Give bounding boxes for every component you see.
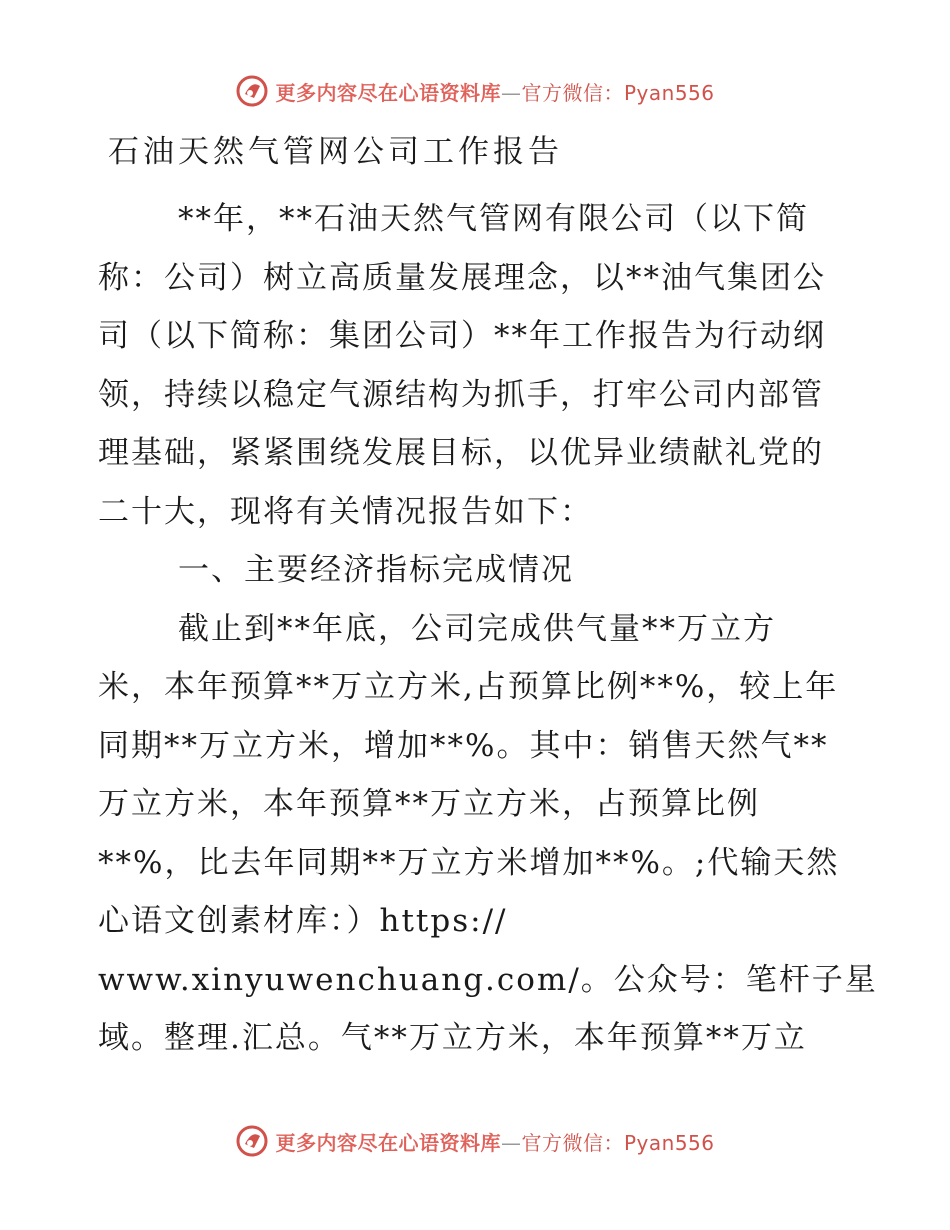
document-body bbox=[98, 190, 878, 1068]
logo-icon bbox=[235, 1124, 269, 1158]
document-title: 石油天然气管网公司工作报告 bbox=[108, 134, 563, 170]
watermark-text: 更多内容尽在心语资料库—官方微信：Pyan556 bbox=[275, 1130, 715, 1155]
text-line: 万立方米，本年预算**万立方米，占预算比例 bbox=[98, 786, 760, 822]
logo-icon bbox=[235, 74, 269, 108]
text-line: 米，本年预算**万立方米,占预算比例**%，较上年 bbox=[98, 669, 839, 705]
intro-paragraph bbox=[98, 190, 852, 541]
text-line: **%，比去年同期**万立方米增加**%。;代输天然 bbox=[98, 844, 840, 881]
text-line: 领，持续以稳定气源结构为抓手，打牢公司内部管 bbox=[98, 376, 824, 413]
section-heading: 一、主要经济指标完成情况 bbox=[178, 552, 574, 588]
watermark-text: 更多内容尽在心语资料库—官方微信：Pyan556 bbox=[275, 80, 715, 105]
text-line: 二十大，现将有关情况报告如下： bbox=[98, 493, 593, 530]
text-line: 司（以下简称：集团公司）**年工作报告为行动纲 bbox=[98, 318, 826, 354]
section-paragraph bbox=[98, 600, 878, 1068]
text-line: 心语文创素材库：）https:// bbox=[98, 903, 508, 939]
text-line: 同期**万立方米，增加**%。其中：销售天然气** bbox=[98, 727, 829, 764]
text-line: 称：公司）树立高质量发展理念，以**油气集团公 bbox=[98, 259, 826, 296]
text-line: 理基础，紧紧围绕发展目标，以优异业绩献礼党的 bbox=[98, 435, 824, 471]
text-line: 截止到**年底，公司完成供气量**万立方 bbox=[178, 610, 776, 647]
text-line: 域。整理.汇总。气**万立方米，本年预算**万立 bbox=[98, 1020, 807, 1056]
watermark-footer bbox=[0, 1124, 950, 1158]
text-line: **年，**石油天然气管网有限公司（以下简 bbox=[178, 201, 809, 237]
watermark-header bbox=[0, 74, 950, 108]
text-line: www.xinyuwenchuang.com/。公众号：笔杆子星 bbox=[98, 961, 878, 998]
